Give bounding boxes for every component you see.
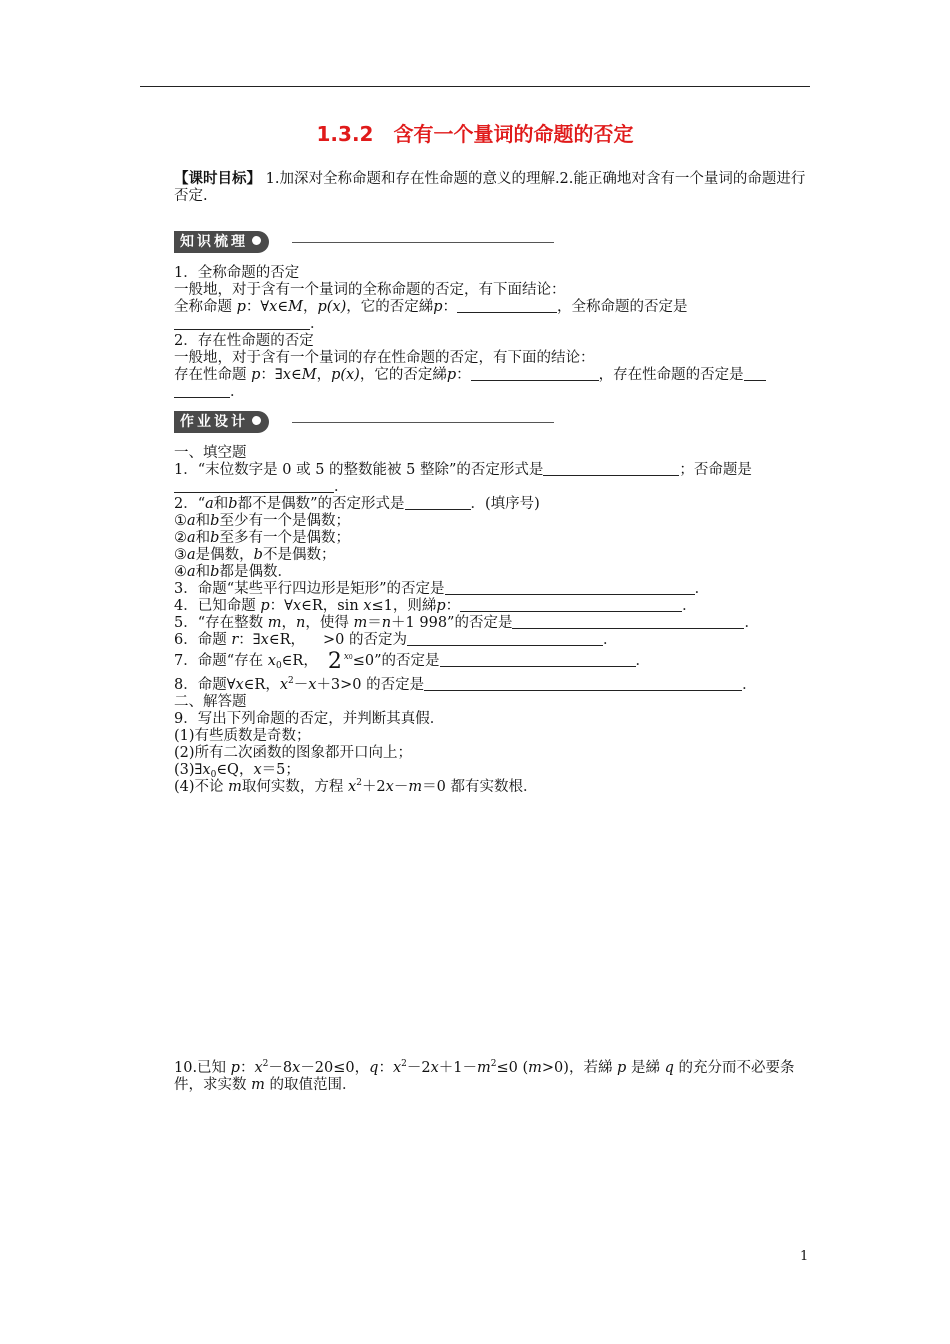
answer-blank[interactable] bbox=[407, 632, 603, 646]
answer-blank[interactable] bbox=[471, 367, 599, 381]
heading-universal-negation: 1．全称命题的否定 bbox=[174, 265, 300, 281]
page-number: 1 bbox=[800, 1249, 809, 1264]
section-rule bbox=[292, 422, 554, 423]
answer-blank[interactable] bbox=[744, 367, 766, 381]
top-rule bbox=[140, 86, 810, 87]
option-4: ④a和b都是偶数． bbox=[174, 564, 292, 580]
page-title: 1.3.2 含有一个量词的命题的否定 bbox=[316, 122, 634, 146]
question-10-line-2: 件，求实数 m 的取值范围． bbox=[174, 1077, 357, 1093]
option-1: ①a和b至少有一个是偶数； bbox=[174, 513, 350, 529]
power-base: 2 bbox=[327, 649, 342, 674]
question-3: 3．命题“某些平行四边形是矩形”的否定是 ． bbox=[174, 581, 710, 597]
question-9-part-3: $(3)\exists x_0\in Q$，x＝5； bbox=[174, 762, 300, 780]
universal-proposition-line: 全称命题 p：∀x∈M，p(x)，它的否定綈p： ，全称命题的否定是 bbox=[174, 299, 688, 315]
answer-blank[interactable] bbox=[405, 496, 471, 510]
answer-blank[interactable] bbox=[543, 462, 679, 476]
homework-content bbox=[174, 445, 814, 796]
answer-blank[interactable] bbox=[460, 598, 682, 612]
question-9-part-2: (2)所有二次函数的图象都开口向上； bbox=[174, 745, 413, 761]
section-tag: 作业设计 bbox=[174, 411, 269, 433]
question-9-part-1: (1)有些质数是奇数； bbox=[174, 728, 311, 744]
text-line: 一般地，对于含有一个量词的存在性命题的否定，有下面的结论： bbox=[174, 350, 595, 366]
lesson-objective bbox=[174, 170, 814, 205]
answer-blank[interactable] bbox=[440, 653, 636, 667]
fill-in-title: 一、填空题 bbox=[174, 445, 247, 461]
bullet-dot-icon bbox=[252, 416, 261, 425]
answer-blank[interactable] bbox=[445, 581, 695, 595]
question-7: 7．命题“存在 $x_0\in R$， 2 $^{x0}$≤0”的否定是 ． bbox=[174, 649, 651, 674]
question-8: 8．命题∀x∈R，$x^2-x+3>0$ 的否定是 ． bbox=[174, 676, 757, 693]
answer-blank[interactable] bbox=[174, 479, 334, 493]
section-header-homework bbox=[174, 411, 269, 433]
section-tag: 知识梳理 bbox=[174, 231, 269, 253]
answer-blank[interactable] bbox=[174, 384, 230, 398]
objective-text: 1.加深对全称命题和存在性命题的意义的理解.2.能正确地对含有一个量词的命题进行否定. bbox=[174, 171, 806, 204]
question-4: 4．已知命题 p：∀x∈R，sin x≤1，则綈p： ． bbox=[174, 598, 697, 614]
section-header-knowledge bbox=[174, 231, 269, 253]
option-2: ②a和b至多有一个是偶数； bbox=[174, 530, 350, 546]
answer-blank[interactable] bbox=[457, 299, 557, 313]
option-3: ③a是偶数，b不是偶数； bbox=[174, 547, 336, 563]
existential-proposition-line: 存在性命题 p：∃x∈M，p(x)，它的否定綈p： ，存在性命题的否定是 bbox=[174, 367, 814, 384]
question-5: 5．“存在整数 m，n，使得 m＝n＋1 998”的否定是 ． bbox=[174, 615, 759, 631]
heading-existential-negation: 2．存在性命题的否定 bbox=[174, 333, 314, 349]
answer-section-title: 二、解答题 bbox=[174, 694, 247, 710]
question-10-line-1: 10.已知 p：$x^2-8x-20\le 0$，q：$x^2-2x+1-m^2\le 0$ (m>0)，若綈 p 是綈 q 的充分而不必要条 bbox=[174, 1059, 795, 1076]
answer-blank[interactable] bbox=[174, 316, 310, 330]
question-9-part-4: (4)不论 m取何实数，方程 $x^2+2x-m=0$ 都有实数根． bbox=[174, 778, 538, 795]
answer-blank[interactable] bbox=[424, 677, 742, 691]
text-line: 一般地，对于含有一个量词的全称命题的否定，有下面结论： bbox=[174, 282, 566, 298]
question-10 bbox=[174, 1060, 814, 1094]
text-line: ． bbox=[174, 384, 814, 401]
answer-blank[interactable] bbox=[512, 615, 744, 629]
knowledge-content bbox=[174, 265, 814, 401]
section-rule bbox=[292, 242, 554, 243]
question-1: 1．“末位数字是 0 或 5 的整数能被 5 整除”的否定形式是 ；否命题是 bbox=[174, 462, 752, 478]
question-2: 2．“a和b都不是偶数”的否定形式是 ．(填序号) bbox=[174, 496, 540, 512]
question-9: 9．写出下列命题的否定，并判断其真假． bbox=[174, 711, 445, 727]
question-1-cont: ． bbox=[174, 479, 814, 496]
objective-label: 【课时目标】 bbox=[174, 170, 261, 187]
question-6: 6．命题 r：∃x∈R， >0 的否定为 ． bbox=[174, 632, 618, 648]
bullet-dot-icon bbox=[252, 236, 261, 245]
text-line: ． bbox=[174, 316, 814, 333]
